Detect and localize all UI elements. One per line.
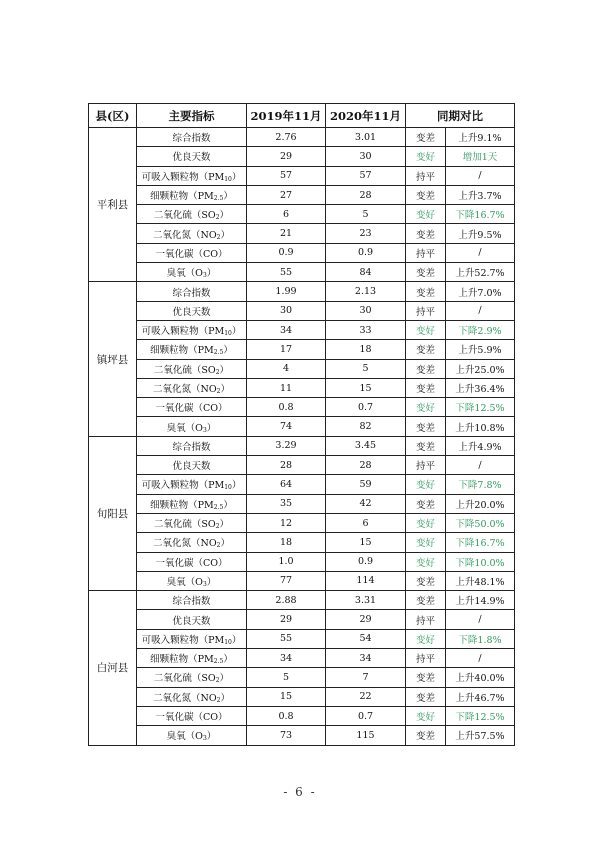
indicator-suffix: ） — [219, 519, 230, 531]
indicator-cell — [137, 359, 247, 378]
indicator-suffix: ） — [223, 654, 233, 666]
value-2020: 82 — [326, 417, 406, 436]
county-name: 镇坪县 — [89, 282, 137, 436]
change-cell: 上升48.1% — [446, 571, 515, 590]
indicator-suffix: ） — [223, 345, 233, 357]
indicator-cell — [137, 571, 247, 590]
trend-cell: 变差 — [406, 340, 446, 359]
indicator-name: 二氧化氮（NO — [153, 229, 217, 241]
indicator-cell — [137, 475, 247, 494]
change-cell: 下降1.8% — [446, 629, 515, 648]
table-row — [89, 243, 515, 262]
indicator-subscript: 2 — [216, 388, 221, 395]
indicator-cell — [137, 706, 247, 725]
value-2020: 42 — [326, 494, 406, 513]
value-2019: 1.99 — [247, 282, 326, 301]
trend-cell: 变好 — [406, 513, 446, 532]
table-row — [89, 726, 515, 745]
trend-cell: 变差 — [406, 591, 446, 610]
trend-cell: 变差 — [406, 687, 446, 706]
table-row — [89, 591, 515, 610]
value-2020: 33 — [326, 320, 406, 339]
indicator-cell — [137, 649, 247, 668]
indicator-cell — [137, 128, 247, 147]
table-body — [89, 128, 515, 746]
indicator-name: 细颗粒物（PM — [150, 499, 214, 511]
value-2019: 0.8 — [247, 398, 326, 417]
indicator-cell — [137, 436, 247, 455]
trend-cell: 变差 — [406, 359, 446, 378]
indicator-subscript: 10 — [224, 484, 232, 492]
indicator-name: 优良天数 — [172, 306, 211, 318]
indicator-name: 优良天数 — [172, 461, 211, 473]
value-2019: 34 — [247, 320, 326, 339]
trend-cell: 变差 — [406, 224, 446, 243]
change-cell: / — [446, 456, 515, 475]
trend-cell: 持平 — [406, 243, 446, 262]
indicator-subscript: 10 — [224, 638, 232, 646]
table-row — [89, 320, 515, 339]
value-2019: 64 — [247, 475, 326, 494]
trend-cell: 变好 — [406, 533, 446, 552]
value-2020: 0.9 — [326, 243, 406, 262]
value-2019: 0.9 — [247, 243, 326, 262]
trend-cell: 变差 — [406, 282, 446, 301]
indicator-cell — [137, 417, 247, 436]
trend-cell: 变差 — [406, 726, 446, 745]
change-cell: 上升5.9% — [446, 340, 515, 359]
indicator-name: 一氧化碳（CO） — [155, 248, 228, 260]
value-2020: 0.7 — [326, 398, 406, 417]
indicator-cell — [137, 243, 247, 262]
trend-cell: 变好 — [406, 552, 446, 571]
indicator-cell — [137, 513, 247, 532]
indicator-name: 臭氧（O — [166, 268, 203, 280]
indicator-suffix: ） — [220, 229, 230, 241]
indicator-name: 臭氧（O — [166, 576, 203, 588]
county-name: 旬阳县 — [89, 436, 137, 590]
value-2020: 0.9 — [326, 552, 406, 571]
change-cell: 上升57.5% — [446, 726, 515, 745]
indicator-subscript: 2 — [215, 214, 220, 222]
change-cell: 上升10.8% — [446, 417, 515, 436]
trend-cell: 变差 — [406, 417, 446, 436]
change-cell: 上升14.9% — [446, 591, 515, 610]
trend-cell: 变差 — [406, 128, 446, 147]
table-row — [89, 263, 515, 282]
indicator-cell — [137, 147, 247, 166]
indicator-name: 一氧化碳（CO） — [155, 712, 228, 724]
value-2019: 55 — [247, 629, 326, 648]
table-row — [89, 533, 515, 552]
value-2020: 0.7 — [326, 706, 406, 725]
indicator-name: 优良天数 — [172, 152, 211, 164]
change-cell: / — [446, 649, 515, 668]
value-2019: 17 — [247, 340, 326, 359]
indicator-subscript: 10 — [224, 330, 232, 338]
indicator-subscript: 2 — [216, 696, 221, 704]
indicator-subscript: 3 — [202, 272, 207, 280]
indicator-name: 可吸入颗粒物（PM — [141, 634, 225, 646]
trend-cell: 持平 — [406, 456, 446, 475]
trend-cell: 变好 — [406, 320, 446, 339]
change-cell: 下降12.5% — [446, 706, 515, 725]
value-2019: 73 — [247, 726, 326, 745]
value-2020: 22 — [326, 687, 406, 706]
value-2019: 1.0 — [247, 552, 326, 571]
indicator-suffix: ） — [220, 692, 230, 704]
table-row — [89, 456, 515, 475]
change-cell: 下降10.0% — [446, 552, 515, 571]
value-2020: 57 — [326, 166, 406, 185]
value-2020: 15 — [326, 533, 406, 552]
indicator-cell — [137, 687, 247, 706]
value-2019: 3.29 — [247, 436, 326, 455]
change-cell: 下降2.9% — [446, 320, 515, 339]
indicator-subscript: 2.5 — [213, 195, 224, 203]
value-2019: 30 — [247, 301, 326, 320]
change-cell: 增加1天 — [446, 147, 515, 166]
indicator-name: 一氧化碳（CO） — [155, 403, 228, 415]
table-row — [89, 378, 515, 397]
indicator-suffix: ） — [219, 210, 230, 222]
value-2019: 29 — [247, 610, 326, 629]
value-2019: 28 — [247, 456, 326, 475]
indicator-suffix: ） — [231, 634, 242, 646]
value-2020: 30 — [326, 147, 406, 166]
indicator-subscript: 3 — [202, 426, 207, 434]
trend-cell: 变好 — [406, 398, 446, 417]
change-cell: 上升40.0% — [446, 668, 515, 687]
indicator-cell — [137, 205, 247, 224]
header-indicator: 主要指标 — [137, 104, 247, 128]
trend-cell: 持平 — [406, 301, 446, 320]
trend-cell: 持平 — [406, 649, 446, 668]
indicator-cell — [137, 533, 247, 552]
page-number: - 6 - — [283, 785, 317, 799]
indicator-subscript: 2.5 — [213, 503, 224, 511]
change-cell: 上升9.1% — [446, 128, 515, 147]
value-2020: 114 — [326, 571, 406, 590]
table-row — [89, 147, 515, 166]
value-2020: 3.01 — [326, 128, 406, 147]
indicator-cell — [137, 552, 247, 571]
indicator-cell — [137, 494, 247, 513]
trend-cell: 变好 — [406, 205, 446, 224]
indicator-suffix: ） — [206, 731, 217, 743]
value-2019: 57 — [247, 166, 326, 185]
trend-cell: 变好 — [406, 706, 446, 725]
value-2020: 29 — [326, 610, 406, 629]
indicator-suffix: ） — [206, 422, 217, 434]
indicator-subscript: 2.5 — [213, 658, 224, 666]
change-cell: 下降12.5% — [446, 398, 515, 417]
table-row — [89, 649, 515, 668]
indicator-name: 臭氧（O — [166, 731, 203, 743]
indicator-name: 优良天数 — [172, 615, 211, 627]
table-row — [89, 166, 515, 185]
change-cell: 上升25.0% — [446, 359, 515, 378]
value-2019: 29 — [247, 147, 326, 166]
table-row — [89, 398, 515, 417]
value-2020: 34 — [326, 649, 406, 668]
value-2020: 2.13 — [326, 282, 406, 301]
indicator-subscript: 2 — [215, 523, 220, 531]
indicator-suffix: ） — [219, 364, 230, 376]
change-cell: / — [446, 610, 515, 629]
value-2020: 23 — [326, 224, 406, 243]
trend-cell: 变差 — [406, 668, 446, 687]
value-2020: 59 — [326, 475, 406, 494]
trend-cell: 变差 — [406, 185, 446, 204]
trend-cell: 持平 — [406, 610, 446, 629]
indicator-cell — [137, 398, 247, 417]
value-2019: 21 — [247, 224, 326, 243]
indicator-name: 二氧化氮（NO — [153, 692, 217, 704]
value-2019: 11 — [247, 378, 326, 397]
table-row — [89, 359, 515, 378]
indicator-name: 一氧化碳（CO） — [155, 557, 228, 569]
value-2020: 6 — [326, 513, 406, 532]
indicator-cell — [137, 456, 247, 475]
value-2019: 2.88 — [247, 591, 326, 610]
indicator-subscript: 2 — [216, 542, 221, 550]
indicator-suffix: ） — [206, 576, 217, 588]
indicator-subscript: 10 — [224, 175, 232, 183]
indicator-name: 二氧化硫（SO — [153, 519, 216, 531]
table-row — [89, 513, 515, 532]
change-cell: 上升46.7% — [446, 687, 515, 706]
indicator-suffix: ） — [231, 326, 242, 338]
change-cell: 上升20.0% — [446, 494, 515, 513]
header-row — [89, 104, 515, 128]
indicator-cell — [137, 726, 247, 745]
table-row — [89, 668, 515, 687]
indicator-cell — [137, 629, 247, 648]
value-2019: 77 — [247, 571, 326, 590]
indicator-cell — [137, 668, 247, 687]
indicator-suffix: ） — [219, 673, 230, 685]
change-cell: 下降50.0% — [446, 513, 515, 532]
value-2020: 28 — [326, 185, 406, 204]
indicator-subscript: 2 — [215, 368, 220, 376]
value-2019: 2.76 — [247, 128, 326, 147]
indicator-subscript: 2 — [215, 677, 220, 685]
value-2019: 0.8 — [247, 706, 326, 725]
change-cell: / — [446, 301, 515, 320]
indicator-suffix: ） — [231, 171, 242, 183]
change-cell: / — [446, 243, 515, 262]
header-2020: 2020年11月 — [326, 104, 406, 128]
trend-cell: 持平 — [406, 166, 446, 185]
value-2019: 27 — [247, 185, 326, 204]
indicator-cell — [137, 166, 247, 185]
table-row — [89, 282, 515, 301]
indicator-cell — [137, 610, 247, 629]
table-row — [89, 301, 515, 320]
trend-cell: 变好 — [406, 475, 446, 494]
indicator-subscript: 3 — [202, 580, 207, 588]
indicator-cell — [137, 591, 247, 610]
value-2020: 115 — [326, 726, 406, 745]
indicator-name: 综合指数 — [172, 596, 211, 608]
indicator-cell — [137, 320, 247, 339]
change-cell: 上升52.7% — [446, 263, 515, 282]
table-row — [89, 340, 515, 359]
value-2019: 35 — [247, 494, 326, 513]
indicator-subscript: 3 — [202, 735, 207, 743]
indicator-suffix: ） — [231, 480, 242, 492]
indicator-suffix: ） — [223, 191, 233, 203]
county-name: 平利县 — [89, 128, 137, 282]
value-2019: 74 — [247, 417, 326, 436]
header-compare: 同期对比 — [406, 104, 515, 128]
indicator-name: 可吸入颗粒物（PM — [141, 480, 225, 492]
indicator-name: 二氧化硫（SO — [153, 210, 216, 222]
value-2019: 18 — [247, 533, 326, 552]
value-2019: 5 — [247, 668, 326, 687]
header-2019: 2019年11月 — [247, 104, 326, 128]
table-row — [89, 128, 515, 147]
value-2019: 12 — [247, 513, 326, 532]
table-row — [89, 224, 515, 243]
table-row — [89, 494, 515, 513]
change-cell: 上升7.0% — [446, 282, 515, 301]
table-row — [89, 687, 515, 706]
value-2019: 55 — [247, 263, 326, 282]
change-cell: / — [446, 166, 515, 185]
table-row — [89, 629, 515, 648]
indicator-name: 细颗粒物（PM — [150, 345, 214, 357]
value-2020: 3.31 — [326, 591, 406, 610]
value-2020: 7 — [326, 668, 406, 687]
value-2020: 15 — [326, 378, 406, 397]
air-quality-table — [88, 103, 515, 746]
indicator-name: 二氧化硫（SO — [153, 364, 216, 376]
indicator-cell — [137, 378, 247, 397]
change-cell: 下降7.8% — [446, 475, 515, 494]
table-row — [89, 552, 515, 571]
change-cell: 下降16.7% — [446, 205, 515, 224]
table-row — [89, 417, 515, 436]
value-2020: 5 — [326, 205, 406, 224]
table-row — [89, 610, 515, 629]
indicator-cell — [137, 282, 247, 301]
indicator-name: 综合指数 — [172, 441, 211, 453]
indicator-cell — [137, 185, 247, 204]
trend-cell: 变好 — [406, 629, 446, 648]
indicator-cell — [137, 224, 247, 243]
value-2019: 4 — [247, 359, 326, 378]
indicator-cell — [137, 263, 247, 282]
trend-cell: 变好 — [406, 147, 446, 166]
indicator-subscript: 2.5 — [213, 349, 224, 357]
indicator-cell — [137, 301, 247, 320]
indicator-subscript: 2 — [216, 233, 221, 241]
indicator-name: 细颗粒物（PM — [150, 191, 214, 203]
table-row — [89, 185, 515, 204]
trend-cell: 变差 — [406, 263, 446, 282]
trend-cell: 变差 — [406, 436, 446, 455]
indicator-name: 可吸入颗粒物（PM — [141, 326, 225, 338]
value-2020: 5 — [326, 359, 406, 378]
value-2019: 15 — [247, 687, 326, 706]
value-2020: 54 — [326, 629, 406, 648]
trend-cell: 变差 — [406, 378, 446, 397]
indicator-name: 综合指数 — [172, 287, 211, 299]
table-row — [89, 205, 515, 224]
value-2019: 34 — [247, 649, 326, 668]
table-row — [89, 706, 515, 725]
indicator-name: 综合指数 — [172, 133, 211, 145]
table-row — [89, 436, 515, 455]
value-2020: 18 — [326, 340, 406, 359]
change-cell: 上升3.7% — [446, 185, 515, 204]
change-cell: 上升36.4% — [446, 378, 515, 397]
trend-cell: 变差 — [406, 571, 446, 590]
county-name: 白河县 — [89, 591, 137, 745]
trend-cell: 变差 — [406, 494, 446, 513]
value-2020: 30 — [326, 301, 406, 320]
value-2020: 84 — [326, 263, 406, 282]
indicator-suffix: ） — [206, 268, 217, 280]
indicator-name: 细颗粒物（PM — [150, 654, 214, 666]
indicator-suffix: ） — [220, 538, 230, 550]
indicator-cell — [137, 340, 247, 359]
indicator-suffix: ） — [220, 384, 230, 395]
indicator-suffix: ） — [223, 499, 233, 511]
indicator-name: 二氧化氮（NO — [153, 384, 217, 395]
value-2019: 6 — [247, 205, 326, 224]
indicator-name: 二氧化氮（NO — [153, 538, 217, 550]
indicator-name: 二氧化硫（SO — [153, 673, 216, 685]
header-county: 县(区) — [89, 104, 137, 128]
change-cell: 上升9.5% — [446, 224, 515, 243]
change-cell: 上升4.9% — [446, 436, 515, 455]
indicator-name: 可吸入颗粒物（PM — [141, 171, 225, 183]
table-row — [89, 571, 515, 590]
table-row — [89, 475, 515, 494]
indicator-name: 臭氧（O — [166, 422, 203, 434]
value-2020: 3.45 — [326, 436, 406, 455]
value-2020: 28 — [326, 456, 406, 475]
change-cell: 下降16.7% — [446, 533, 515, 552]
